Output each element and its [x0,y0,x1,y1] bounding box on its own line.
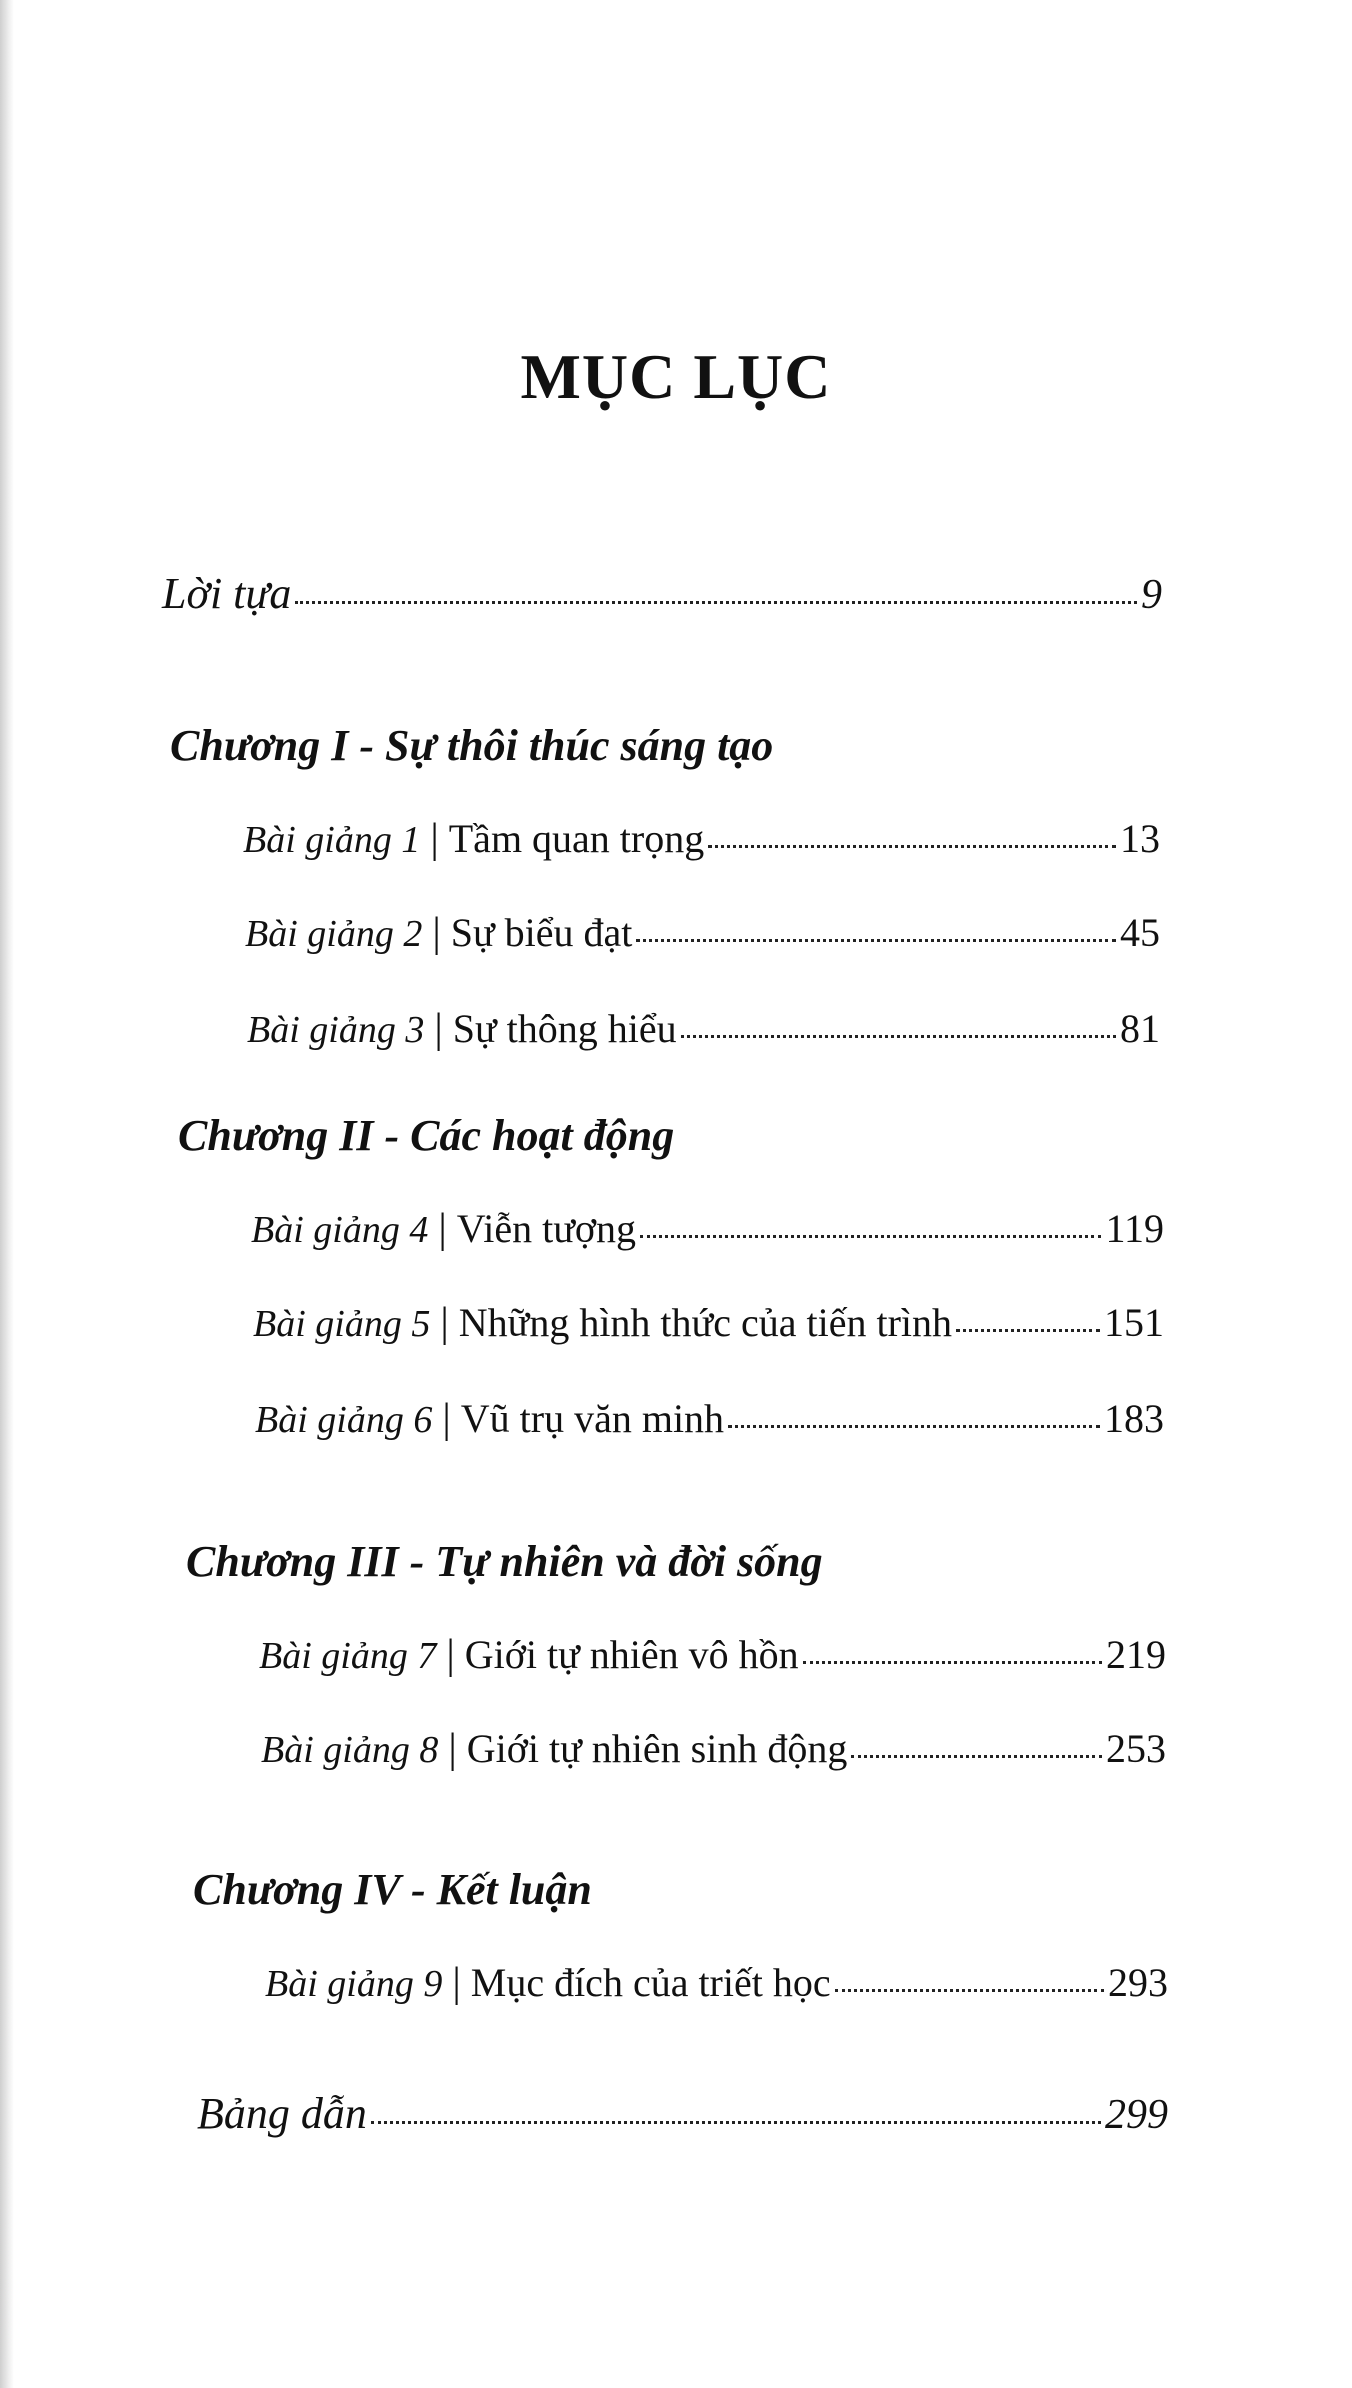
lecture-title: Viễn tượng [456,1206,637,1251]
separator: | [440,1300,449,1346]
lecture-number: Bài giảng 6 [255,1399,433,1441]
dot-leader [681,1035,1116,1038]
toc-entry-lecture-6[interactable] [255,1398,1164,1440]
lecture-number: Bài giảng 1 [243,819,421,861]
separator: | [434,1006,443,1052]
lecture-title: Mục đích của triết học [470,1960,831,2005]
toc-entry-lecture-8[interactable] [261,1728,1166,1770]
lecture-title: Tầm quan trọng [448,816,705,861]
separator: | [432,910,441,956]
toc-page-number: 9 [1141,572,1162,618]
toc-entry-label: Lời tựa [162,569,292,618]
lecture-title: Sự thông hiểu [452,1006,677,1051]
dot-leader [708,845,1116,848]
lecture-number: Bài giảng 7 [259,1635,437,1677]
lecture-title: Những hình thức của tiến trình [458,1300,953,1345]
toc-entry-lecture-5[interactable] [253,1302,1164,1344]
lecture-title: Giới tự nhiên sinh động [466,1726,848,1771]
toc-entry-lecture-1[interactable] [243,818,1160,860]
dot-leader [295,601,1137,604]
chapter-heading-4[interactable]: Chương IV - Kết luận [193,1865,592,1914]
separator: | [446,1632,455,1678]
separator: | [448,1726,457,1772]
separator: | [442,1396,451,1442]
toc-entry-lecture-7[interactable] [259,1634,1166,1676]
lecture-number: Bài giảng 5 [253,1303,431,1345]
toc-page-number: 45 [1120,910,1160,955]
toc-page-number: 13 [1120,816,1160,861]
dot-leader [728,1425,1100,1428]
lecture-number: Bài giảng 2 [245,913,423,955]
dot-leader [803,1661,1102,1664]
lecture-number: Bài giảng 9 [265,1963,443,2005]
lecture-title: Sự biểu đạt [450,910,633,955]
toc-page-number: 81 [1120,1006,1160,1051]
toc-entry-preface[interactable] [162,569,1162,618]
separator: | [452,1960,461,2006]
toc-page-number: 293 [1108,1960,1168,2005]
chapter-heading-3[interactable]: Chương III - Tự nhiên và đời sống [186,1537,823,1586]
toc-page-number: 119 [1105,1206,1164,1251]
lecture-number: Bài giảng 3 [247,1009,425,1051]
separator: | [430,816,439,862]
toc-entry-label: Bảng dẫn [197,2089,367,2138]
toc-entry-lecture-9[interactable] [265,1962,1168,2004]
lecture-title: Vũ trụ văn minh [460,1396,725,1441]
dot-leader [851,1755,1102,1758]
dot-leader [636,939,1116,942]
toc-page-number: 299 [1105,2092,1168,2138]
toc-page-number: 219 [1106,1632,1166,1677]
toc-page-number: 253 [1106,1726,1166,1771]
chapter-heading-1[interactable]: Chương I - Sự thôi thúc sáng tạo [170,721,774,770]
chapter-heading-2[interactable]: Chương II - Các hoạt động [178,1111,675,1160]
dot-leader [371,2121,1101,2124]
toc-entry-lecture-3[interactable] [247,1008,1160,1050]
dot-leader [956,1329,1100,1332]
lecture-title: Giới tự nhiên vô hồn [464,1632,799,1677]
lecture-number: Bài giảng 8 [261,1729,439,1771]
toc-entry-lecture-4[interactable] [251,1208,1164,1250]
separator: | [438,1206,447,1252]
dot-leader [835,1989,1104,1992]
lecture-number: Bài giảng 4 [251,1209,429,1251]
toc-entry-index[interactable] [197,2089,1168,2138]
page-title: MỤC LỤC [520,341,832,412]
toc-entry-lecture-2[interactable] [245,912,1160,954]
toc-page-number: 183 [1104,1396,1164,1441]
dot-leader [640,1235,1101,1238]
toc-page-number: 151 [1104,1300,1164,1345]
